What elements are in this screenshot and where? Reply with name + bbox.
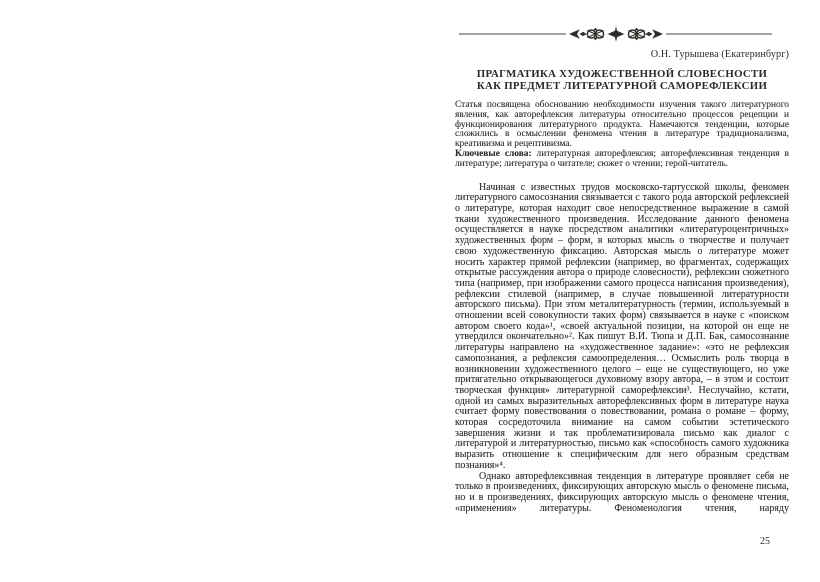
- abstract-block: [455, 101, 789, 170]
- header-rule-right: [666, 33, 773, 35]
- article-body: [455, 183, 789, 515]
- abstract-text: Статья посвящена обоснованию необходимости изучения такого литературного явления, как авторефлексия литературы относительно процессов рецепции и функционирования литературного продукта. Намечаются тенденции, которые сложились в осмыслении феномена чтения в литературе традиционализма, креативизма и рецептивизма.: [455, 100, 789, 150]
- page-number: 25: [760, 536, 770, 547]
- article-title: [455, 68, 789, 92]
- keywords-line: [455, 150, 789, 170]
- keywords-text: литературная авторефлексия; авторефлексивная тенденция в литературе; литература о читателе; сюжет о чтении; герой-читатель.: [455, 148, 789, 169]
- fleuron-ornament-icon: [569, 26, 663, 42]
- article-title-line1: ПРАГМАТИКА ХУДОЖЕСТВЕННОЙ СЛОВЕСНОСТИ: [476, 68, 768, 80]
- header-rule-left: [459, 33, 566, 35]
- keywords-label: Ключевые слова:: [455, 148, 532, 159]
- article-title-line2: КАК ПРЕДМЕТ ЛИТЕРАТУРНОЙ САМОРЕФЛЕКСИИ: [476, 80, 768, 92]
- body-paragraph-1: Начиная с известных трудов московско-тартусской школы, феномен литературного самосознания связывается с такого рода авторской рефлексией о литературе, которая находит свое непосредственное выражение в самой ткани художественного произведения. Исследование данного феномена осуществляется в науке посредством аналитики «литературоцентричных» художественных форм – форм, в которых мысль о творчестве и получает свою художественную фиксацию. Авторская мысль о литературе может носить характер прямой рефлексии (например, во фрагментах, содержащих открытые рассуждения автора о природе словесности), рефлексии сюжетного типа (например, при изображении самого процесса написания произведения), рефлексии стилевой (например, в случае повышенной литературности авторского письма). При этом металитературность (термин, используемый в отношении всей совокупности таких форм) связывается в науке с «поиском автором своего кода»¹, «своей актуальной позиции, на которой он еще не утвердился окончательно»². Как пишут В.И. Тюпа и Д.П. Бак, самосознание литературы направлено на «художественное задание»: «это не рефлексия самопознания, а рефлексия самоопределения… Осмыслить роль творца в возникновении художественного целого – еще не существующего, но уже притягательно открывающегося духовному взору автора, – в этом и состоит творческая функция» литературной саморефлексии³. Неслучайно, кстати, одной из самых выразительных авторефлексивных форм в литературе наука считает форму повествования о повествовании, романа о романе – форму, которая сосредоточила внимание на самом событии эстетического завершения жизни и так проблематизировала письмо как диалог с литературой и литературностью, письмо как «способность самого художника выразить отношение к специфическим для него образным средствам познания»⁴.: [455, 181, 789, 471]
- text-block: [455, 0, 789, 582]
- header-divider: [459, 26, 772, 42]
- body-paragraph-2: Однако авторефлексивная тенденция в литературе проявляет себя не только в произведениях, фиксирующих авторскую мысль о феномене письма, но и в произведениях, фиксирующих авторскую мысль о феномене чтения, «применения» литературы. Феноменология чтения, наряду: [455, 470, 789, 514]
- author-line: О.Н. Турышева (Екатеринбург): [650, 49, 789, 60]
